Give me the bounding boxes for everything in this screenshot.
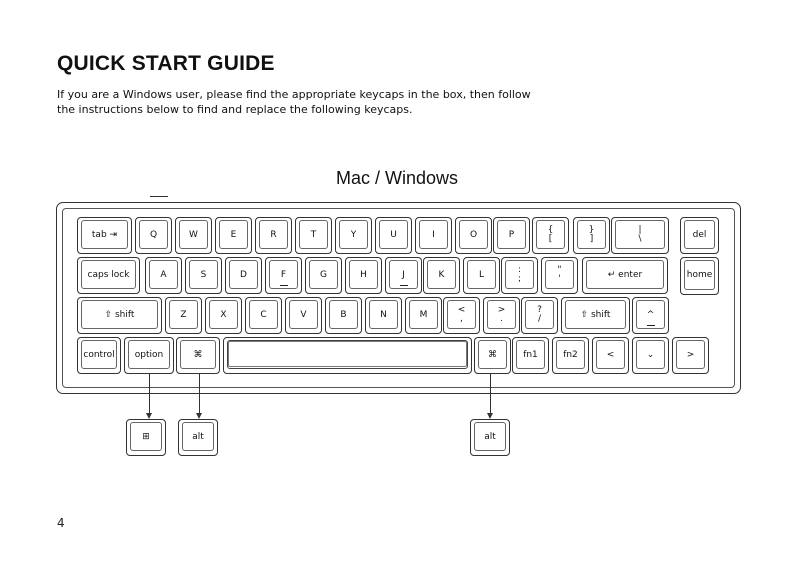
del-key[interactable] [680,217,719,254]
key-label: A [160,269,167,280]
key-label: > . [497,304,506,324]
e-key[interactable] [215,217,252,254]
arrow-line [149,374,150,414]
symbol-key[interactable] [443,297,480,334]
key-label: W [189,229,198,240]
intro-text [57,87,577,117]
key-label: V [300,309,307,320]
page-title: QUICK START GUIDE [57,52,275,75]
n-key[interactable] [365,297,402,334]
arrow-head-icon [487,413,493,419]
j-key[interactable] [385,257,422,294]
m-key[interactable] [405,297,442,334]
space-bar[interactable] [223,337,472,374]
symbol-key[interactable] [541,257,578,294]
key-label: control [83,349,115,360]
caps-lock-key[interactable] [77,257,140,294]
shift-key[interactable] [77,297,162,334]
key-label: alt [192,431,204,442]
symbol-key[interactable] [521,297,558,334]
alt-key-right[interactable] [470,419,510,456]
key-label: ↵ enter [607,269,643,280]
o-key[interactable] [455,217,492,254]
key-label: K [438,269,445,280]
arrow-line [199,374,200,414]
key-label: ⊞ [142,431,150,442]
layout-caption: Mac / Windows [335,168,459,188]
key-label: fn1 [523,349,538,360]
key-label [228,340,467,369]
symbol-key[interactable] [573,217,610,254]
key-label: Z [180,309,187,320]
v-key[interactable] [285,297,322,334]
key-label: L [478,269,484,280]
r-key[interactable] [255,217,292,254]
key-label: B [340,309,347,320]
case-notch [150,196,168,200]
p-key[interactable] [493,217,530,254]
symbol-key[interactable] [501,257,538,294]
homing-bump [280,285,288,286]
key-label: ⇧ shift [580,309,611,320]
key-label: tab ⇥ [91,229,118,240]
windows-key[interactable] [126,419,166,456]
key-label: N [380,309,387,320]
key-label: J [402,269,405,280]
homing-bump [400,285,408,286]
key-label: home [686,270,713,280]
arrow-head-icon [196,413,202,419]
command-key[interactable] [474,337,511,374]
key-label: ⌘ [488,349,497,360]
key-label: H [360,269,367,280]
a-key[interactable] [145,257,182,294]
key-label: } ] [588,224,595,244]
key-label: U [390,229,397,240]
key-label: | \ [638,224,642,244]
command-key[interactable] [176,337,220,374]
i-key[interactable] [415,217,452,254]
right-arrow-key[interactable] [672,337,709,374]
key-label: del [692,229,707,240]
symbol-key[interactable] [611,217,669,254]
y-key[interactable] [335,217,372,254]
key-label: ⌘ [193,349,203,360]
key-label: I [432,229,435,240]
key-label: < [606,349,615,360]
tab-key[interactable] [77,217,132,254]
page-number: 4 [57,516,65,530]
t-key[interactable] [295,217,332,254]
key-label: T [310,229,317,240]
b-key[interactable] [325,297,362,334]
key-label: F [280,269,287,280]
left-arrow-key[interactable] [592,337,629,374]
intro-line: If you are a Windows user, please find the appropriate keycaps in the box, then follow [57,88,531,101]
key-label: ⇧ shift [104,309,135,320]
key-label: O [469,229,478,240]
key-label: fn2 [563,349,578,360]
home-key[interactable] [680,257,719,295]
alt-key-left[interactable] [178,419,218,456]
key-label: E [230,229,237,240]
key-label: : ; [517,264,522,284]
enter-key[interactable] [582,257,668,294]
key-label: X [220,309,227,320]
k-key[interactable] [423,257,460,294]
arrow-head-icon [146,413,152,419]
key-label: > [686,349,695,360]
key-label: Q [149,229,158,240]
key-label: C [260,309,267,320]
key-label: caps lock [87,269,130,280]
key-label: { [ [547,224,554,244]
fn1-key[interactable] [512,337,549,374]
g-key[interactable] [305,257,342,294]
key-label: D [240,269,247,280]
intro-line: the instructions below to find and replace the following keycaps. [57,103,413,116]
d-key[interactable] [225,257,262,294]
key-label: option [134,349,164,360]
key-label: Y [350,229,357,240]
shift-key[interactable] [561,297,630,334]
option-key[interactable] [124,337,174,374]
key-label: ^ [646,309,655,320]
key-label: R [270,229,277,240]
key-label: ? / [537,304,542,324]
arrow-line [490,374,491,414]
key-label: < , [457,304,466,324]
key-label: " ' [557,264,562,284]
q-key[interactable] [135,217,172,254]
symbol-key[interactable] [483,297,520,334]
control-key[interactable] [77,337,121,374]
key-label: M [419,309,428,320]
l-key[interactable] [463,257,500,294]
key-label: ⌄ [646,349,655,360]
c-key[interactable] [245,297,282,334]
u-key[interactable] [375,217,412,254]
up-arrow-key[interactable] [632,297,669,334]
h-key[interactable] [345,257,382,294]
w-key[interactable] [175,217,212,254]
homing-bump [647,325,655,326]
key-label: S [200,269,207,280]
key-label: P [508,229,515,240]
key-label: alt [484,431,496,442]
down-arrow-key[interactable] [632,337,669,374]
s-key[interactable] [185,257,222,294]
fn2-key[interactable] [552,337,589,374]
symbol-key[interactable] [532,217,569,254]
key-label: G [320,269,327,280]
z-key[interactable] [165,297,202,334]
f-key[interactable] [265,257,302,294]
x-key[interactable] [205,297,242,334]
